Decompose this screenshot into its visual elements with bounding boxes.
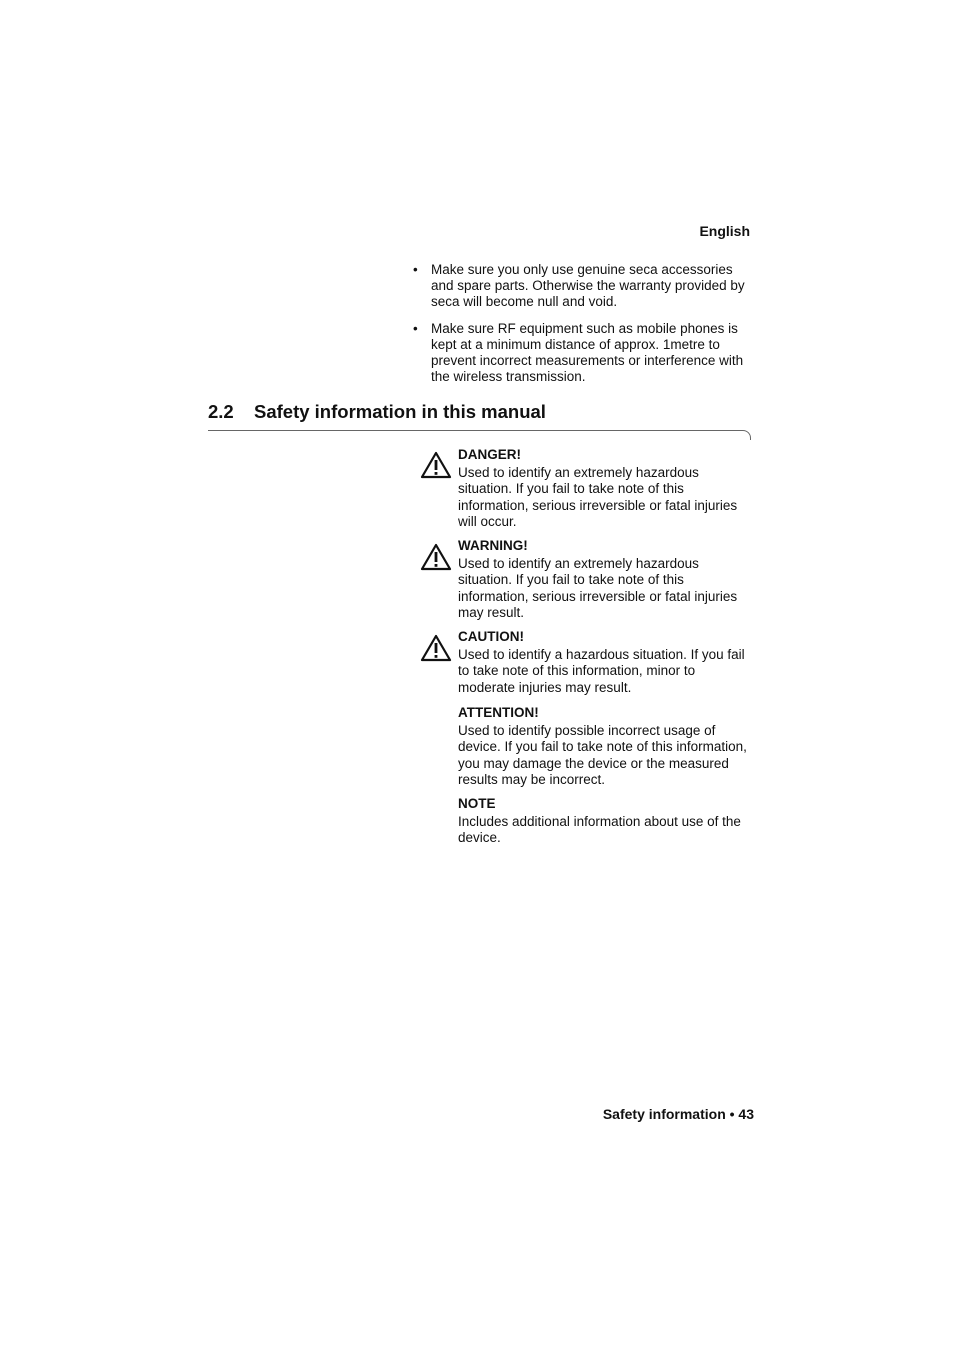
notice-title: DANGER!: [458, 447, 521, 462]
language-label: English: [699, 223, 750, 239]
warning-triangle-icon: [420, 634, 452, 662]
list-item: [413, 262, 753, 311]
notice-text: Used to identify a hazardous situation. If you fail to take note of this information, minor to moderate injuries may result.: [458, 647, 745, 695]
notice-text: Used to identify an extremely hazardous situation. If you fail to take note of this information, serious irreversible or fatal injuries may result.: [458, 556, 738, 620]
notice-warning: [458, 538, 754, 621]
notice-title: NOTE: [458, 796, 496, 811]
list-item: [413, 321, 753, 386]
page-footer: Safety information • 43: [602, 1106, 754, 1122]
bullet-marker: •: [413, 262, 418, 277]
notice-text: Used to identify possible incorrect usage of device. If you fail to take note of this information, you may damage the device or the measured results may be incorrect.: [458, 723, 747, 787]
bullet-marker: •: [413, 320, 418, 336]
notice-title: ATTENTION!: [458, 705, 539, 720]
list-item-text: Make sure you only use genuine seca accessories and spare parts. Otherwise the warranty provided by seca will become null and void.: [431, 262, 745, 310]
notice-text: Used to identify an extremely hazardous situation. If you fail to take note of this information, serious irreversible or fatal injuries will occur.: [458, 465, 738, 529]
notice-text: Includes additional information about use of the device.: [458, 814, 741, 846]
notice-note: [458, 796, 754, 847]
warning-triangle-icon: [420, 543, 452, 571]
notice-title: WARNING!: [458, 538, 528, 553]
notice-title: CAUTION!: [458, 629, 524, 644]
section-title: Safety information in this manual: [254, 401, 546, 422]
warning-triangle-icon: [420, 451, 452, 479]
notice-caution: [458, 629, 754, 696]
bullet-list: [413, 262, 753, 395]
notice-attention: [458, 705, 754, 788]
section-number: 2.2: [208, 401, 234, 422]
list-item-text: Make sure RF equipment such as mobile phones is kept at a minimum distance of approx. 1metre to prevent incorrect measurements or interference with the wireless transmission.: [431, 320, 744, 385]
notice-danger: [458, 447, 754, 530]
section-heading: [208, 401, 750, 423]
section-rule-corner: [742, 430, 751, 440]
section-rule: [208, 430, 743, 431]
